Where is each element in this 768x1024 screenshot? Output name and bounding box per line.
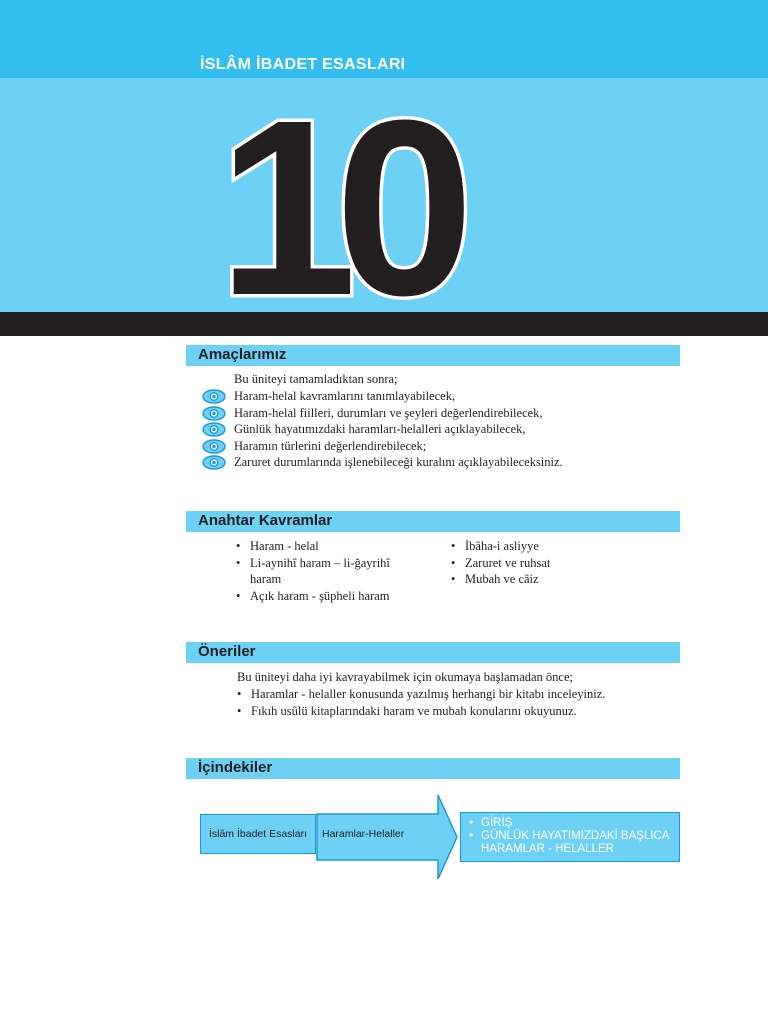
eye-icon: [202, 455, 226, 470]
eye-icon: [202, 406, 226, 421]
objective-item: Günlük hayatımızdaki haramları-helalleri açıklayabilecek,: [202, 421, 563, 438]
objective-item: Haram-helal kavramlarını tanımlayabilecek,: [202, 388, 563, 405]
chapter-number-text: 10: [217, 68, 453, 316]
key-concept-item: • Li-aynihî haram – li-ğayrihî: [236, 555, 390, 572]
chapter-number: [205, 66, 475, 316]
suggestion-item: • Fıkıh usûlü kitaplarındaki haram ve mubah konularını okuyunuz.: [237, 703, 605, 720]
course-title: İSLÂM İBADET ESASLARI: [200, 56, 406, 73]
contents-heading-text: İçindekiler: [198, 759, 273, 776]
suggestions-heading-text: Öneriler: [198, 643, 256, 660]
objective-item: Haram-helal fiilleri, durumları ve şeyleri değerlendirebilecek,: [202, 405, 563, 422]
contents-topic-continuation: HARAMLAR - HELALLER: [481, 843, 614, 855]
contents-box-topics: [460, 812, 680, 862]
key-concepts-right-list: [451, 538, 550, 588]
eye-icon: [202, 439, 226, 454]
objectives-list: [202, 388, 563, 471]
suggestions-heading: [186, 642, 680, 663]
key-concept-item: • Mubah ve câiz: [451, 571, 550, 588]
key-concept-item: • Haram - helal: [236, 538, 390, 555]
objectives-heading-text: Amaçlarımız: [198, 346, 287, 363]
suggestion-item: • Haramlar - helaller konusunda yazılmış herhangi bir kitabı inceleyiniz.: [237, 686, 605, 703]
contents-box-course-label: İslâm İbadet Esasları: [208, 828, 308, 840]
key-concept-continuation: haram: [250, 572, 282, 587]
key-concepts-left-list: [236, 538, 390, 604]
key-concept-item: • Açık haram - şüpheli haram: [236, 588, 390, 605]
contents-heading: [186, 758, 680, 779]
objective-item: Haramın türlerini değerlendirebilecek;: [202, 438, 563, 455]
suggestions-intro: Bu üniteyi daha iyi kavrayabilmek için okumaya başlamadan önce;: [237, 670, 574, 684]
contents-box-unit-label: Haramlar-Helaller: [322, 828, 405, 840]
contents-topics-list: [467, 817, 679, 856]
contents-topic-item: • GÜNLÜK HAYATIMIZDAKİ BAŞLICA: [467, 830, 679, 843]
objective-item: Zaruret durumlarında işlenebileceği kuralını açıklayabileceksiniz.: [202, 454, 563, 471]
eye-icon: [202, 422, 226, 437]
objectives-intro: Bu üniteyi tamamladıktan sonra;: [234, 372, 398, 386]
key-concepts-heading: [186, 511, 680, 532]
contents-box-course: [200, 814, 316, 854]
key-concept-item: • Zaruret ve ruhsat: [451, 555, 550, 572]
suggestions-list: [237, 686, 605, 719]
eye-icon: [202, 389, 226, 404]
contents-topic-item: • GİRİŞ: [467, 817, 679, 830]
key-concept-item: • İbâha-i asliyye: [451, 538, 550, 555]
key-concepts-heading-text: Anahtar Kavramlar: [198, 512, 333, 529]
objectives-heading: [186, 345, 680, 366]
